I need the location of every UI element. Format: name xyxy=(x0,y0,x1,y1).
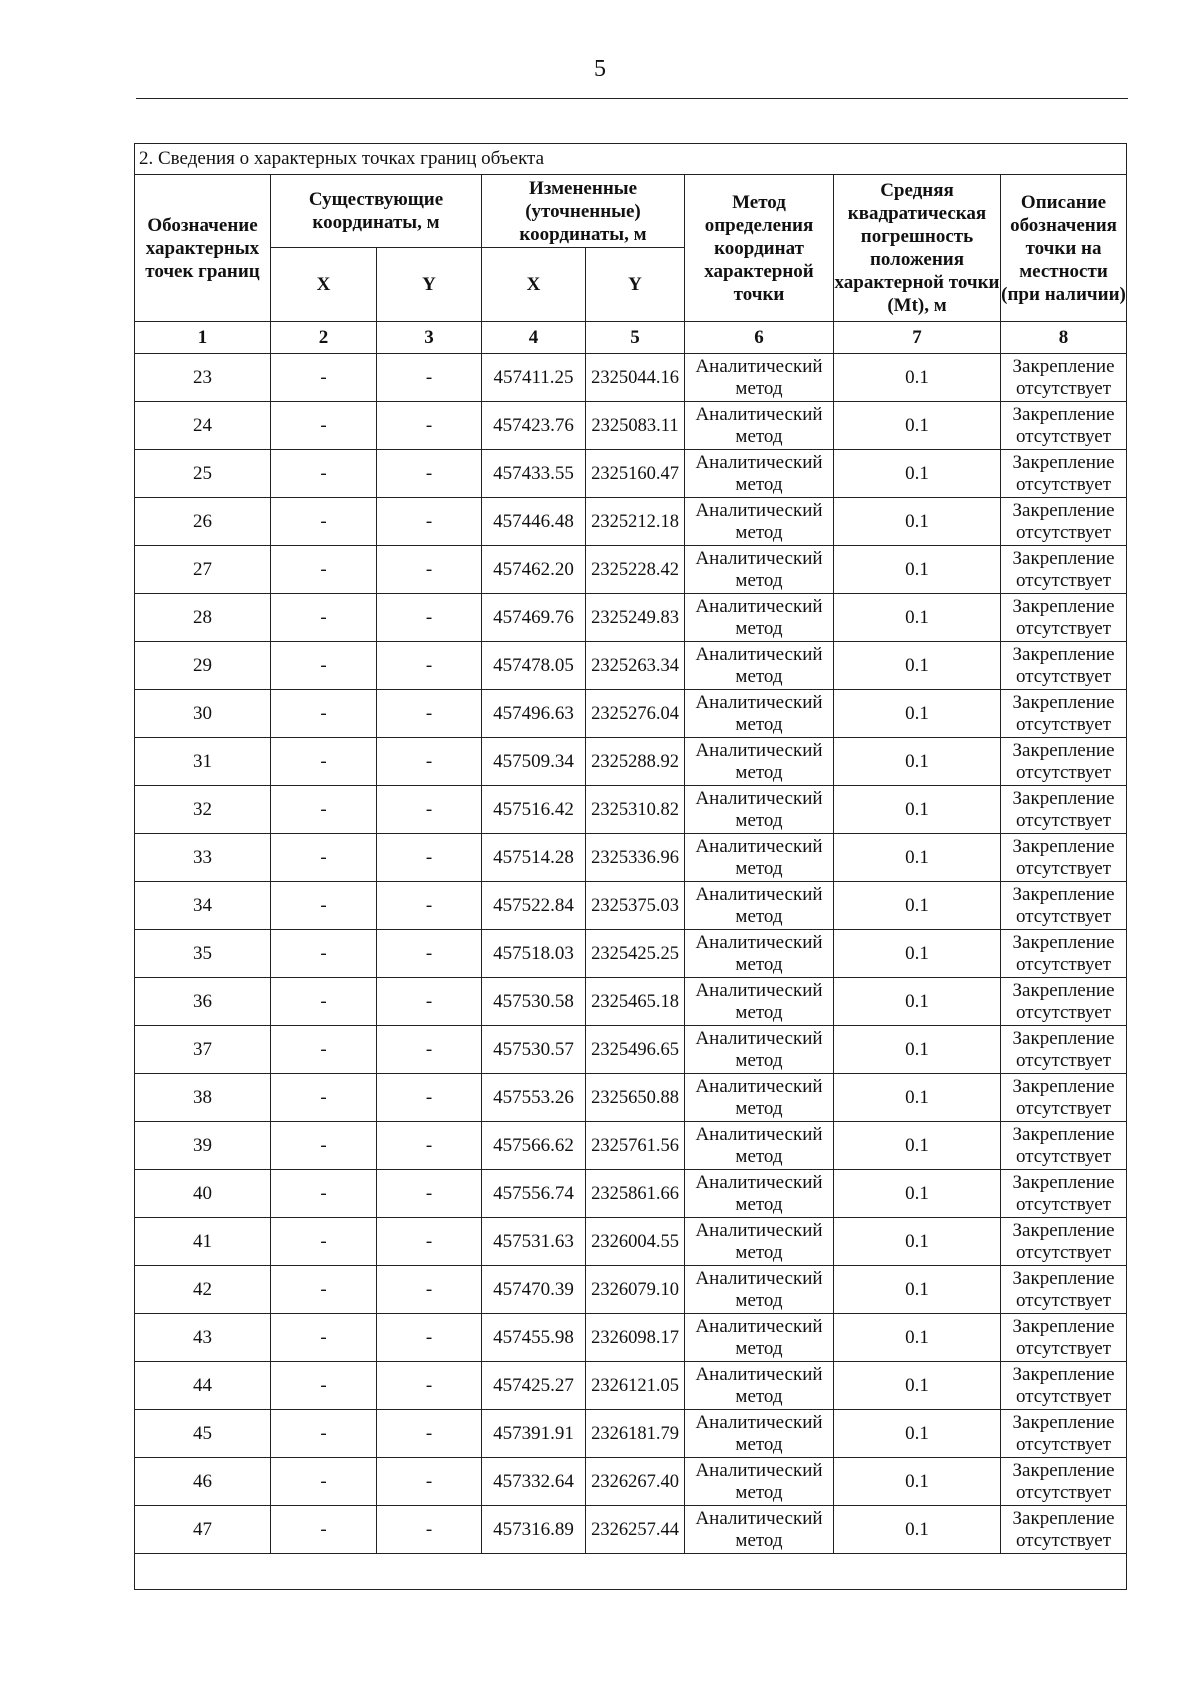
x-cell: 457332.64 xyxy=(482,1458,586,1506)
point-cell: 32 xyxy=(135,786,271,834)
desc-cell: Закрепление отсутствует xyxy=(1001,1506,1127,1554)
column-number: 1 xyxy=(135,322,271,354)
desc-cell: Закрепление отсутствует xyxy=(1001,1026,1127,1074)
desc-cell: Закрепление отсутствует xyxy=(1001,450,1127,498)
mt-cell: 0.1 xyxy=(834,354,1001,402)
table-row xyxy=(135,1506,1127,1554)
desc-cell: Закрепление отсутствует xyxy=(1001,1362,1127,1410)
y-cell: 2325228.42 xyxy=(586,546,685,594)
mt-cell: 0.1 xyxy=(834,1074,1001,1122)
table-row xyxy=(135,594,1127,642)
empty-footer-row xyxy=(135,1554,1127,1590)
x-cell: 457462.20 xyxy=(482,546,586,594)
y-cell: 2325083.11 xyxy=(586,402,685,450)
existing-x-cell: - xyxy=(271,738,377,786)
x-cell: 457391.91 xyxy=(482,1410,586,1458)
existing-y-cell: - xyxy=(377,1458,482,1506)
point-cell: 46 xyxy=(135,1458,271,1506)
point-cell: 37 xyxy=(135,1026,271,1074)
point-cell: 26 xyxy=(135,498,271,546)
table-row xyxy=(135,1458,1127,1506)
existing-x-cell: - xyxy=(271,642,377,690)
desc-cell: Закрепление отсутствует xyxy=(1001,1410,1127,1458)
table-row xyxy=(135,1410,1127,1458)
y-cell: 2326004.55 xyxy=(586,1218,685,1266)
existing-y-cell: - xyxy=(377,1362,482,1410)
column-number-row xyxy=(135,322,1127,354)
header-existing: Существующие координаты, м xyxy=(271,175,482,248)
column-number: 4 xyxy=(482,322,586,354)
header-existing-x: X xyxy=(271,248,377,322)
column-number: 5 xyxy=(586,322,685,354)
method-cell: Аналитический метод xyxy=(685,354,834,402)
table-row xyxy=(135,786,1127,834)
existing-x-cell: - xyxy=(271,594,377,642)
existing-x-cell: - xyxy=(271,498,377,546)
existing-x-cell: - xyxy=(271,450,377,498)
desc-cell: Закрепление отсутствует xyxy=(1001,1170,1127,1218)
table-row xyxy=(135,1170,1127,1218)
method-cell: Аналитический метод xyxy=(685,978,834,1026)
desc-cell: Закрепление отсутствует xyxy=(1001,546,1127,594)
mt-cell: 0.1 xyxy=(834,738,1001,786)
header-existing-y: Y xyxy=(377,248,482,322)
desc-cell: Закрепление отсутствует xyxy=(1001,786,1127,834)
method-cell: Аналитический метод xyxy=(685,1506,834,1554)
existing-y-cell: - xyxy=(377,594,482,642)
point-cell: 34 xyxy=(135,882,271,930)
y-cell: 2325761.56 xyxy=(586,1122,685,1170)
existing-y-cell: - xyxy=(377,402,482,450)
existing-x-cell: - xyxy=(271,1074,377,1122)
point-cell: 47 xyxy=(135,1506,271,1554)
y-cell: 2325276.04 xyxy=(586,690,685,738)
mt-cell: 0.1 xyxy=(834,1026,1001,1074)
point-cell: 30 xyxy=(135,690,271,738)
desc-cell: Закрепление отсутствует xyxy=(1001,930,1127,978)
header-rule xyxy=(136,98,1128,99)
mt-cell: 0.1 xyxy=(834,594,1001,642)
mt-cell: 0.1 xyxy=(834,498,1001,546)
y-cell: 2325288.92 xyxy=(586,738,685,786)
desc-cell: Закрепление отсутствует xyxy=(1001,642,1127,690)
existing-y-cell: - xyxy=(377,834,482,882)
y-cell: 2325263.34 xyxy=(586,642,685,690)
table-row xyxy=(135,978,1127,1026)
y-cell: 2325160.47 xyxy=(586,450,685,498)
method-cell: Аналитический метод xyxy=(685,1410,834,1458)
table-row xyxy=(135,354,1127,402)
point-cell: 39 xyxy=(135,1122,271,1170)
existing-x-cell: - xyxy=(271,1170,377,1218)
point-cell: 23 xyxy=(135,354,271,402)
mt-cell: 0.1 xyxy=(834,690,1001,738)
point-cell: 25 xyxy=(135,450,271,498)
header-error: Средняя квадратическая погрешность положения характерной точки (Mt), м xyxy=(834,175,1001,322)
y-cell: 2325650.88 xyxy=(586,1074,685,1122)
existing-y-cell: - xyxy=(377,978,482,1026)
table-row xyxy=(135,402,1127,450)
existing-x-cell: - xyxy=(271,1314,377,1362)
mt-cell: 0.1 xyxy=(834,1410,1001,1458)
existing-y-cell: - xyxy=(377,1074,482,1122)
desc-cell: Закрепление отсутствует xyxy=(1001,1218,1127,1266)
x-cell: 457316.89 xyxy=(482,1506,586,1554)
existing-x-cell: - xyxy=(271,1410,377,1458)
mt-cell: 0.1 xyxy=(834,1122,1001,1170)
y-cell: 2326121.05 xyxy=(586,1362,685,1410)
table-row xyxy=(135,1362,1127,1410)
y-cell: 2325375.03 xyxy=(586,882,685,930)
existing-y-cell: - xyxy=(377,1218,482,1266)
x-cell: 457566.62 xyxy=(482,1122,586,1170)
y-cell: 2325044.16 xyxy=(586,354,685,402)
x-cell: 457411.25 xyxy=(482,354,586,402)
existing-y-cell: - xyxy=(377,1026,482,1074)
point-cell: 42 xyxy=(135,1266,271,1314)
point-cell: 33 xyxy=(135,834,271,882)
mt-cell: 0.1 xyxy=(834,642,1001,690)
point-cell: 27 xyxy=(135,546,271,594)
existing-x-cell: - xyxy=(271,546,377,594)
x-cell: 457553.26 xyxy=(482,1074,586,1122)
section-title: 2. Сведения о характерных точках границ объекта xyxy=(135,144,1127,175)
table-row xyxy=(135,1122,1127,1170)
mt-cell: 0.1 xyxy=(834,882,1001,930)
x-cell: 457530.57 xyxy=(482,1026,586,1074)
method-cell: Аналитический метод xyxy=(685,498,834,546)
method-cell: Аналитический метод xyxy=(685,738,834,786)
desc-cell: Закрепление отсутствует xyxy=(1001,1458,1127,1506)
table-row xyxy=(135,834,1127,882)
desc-cell: Закрепление отсутствует xyxy=(1001,1122,1127,1170)
mt-cell: 0.1 xyxy=(834,546,1001,594)
existing-x-cell: - xyxy=(271,690,377,738)
method-cell: Аналитический метод xyxy=(685,642,834,690)
existing-x-cell: - xyxy=(271,1506,377,1554)
table-row xyxy=(135,1266,1127,1314)
y-cell: 2325425.25 xyxy=(586,930,685,978)
point-cell: 28 xyxy=(135,594,271,642)
x-cell: 457509.34 xyxy=(482,738,586,786)
existing-y-cell: - xyxy=(377,546,482,594)
x-cell: 457446.48 xyxy=(482,498,586,546)
mt-cell: 0.1 xyxy=(834,834,1001,882)
y-cell: 2326181.79 xyxy=(586,1410,685,1458)
method-cell: Аналитический метод xyxy=(685,402,834,450)
table-row xyxy=(135,450,1127,498)
method-cell: Аналитический метод xyxy=(685,834,834,882)
existing-y-cell: - xyxy=(377,738,482,786)
point-cell: 31 xyxy=(135,738,271,786)
table-row xyxy=(135,546,1127,594)
mt-cell: 0.1 xyxy=(834,930,1001,978)
existing-y-cell: - xyxy=(377,786,482,834)
header-method: Метод определения координат характерной точки xyxy=(685,175,834,322)
existing-y-cell: - xyxy=(377,1122,482,1170)
table-row xyxy=(135,930,1127,978)
desc-cell: Закрепление отсутствует xyxy=(1001,354,1127,402)
method-cell: Аналитический метод xyxy=(685,1218,834,1266)
existing-x-cell: - xyxy=(271,1458,377,1506)
table-row xyxy=(135,690,1127,738)
desc-cell: Закрепление отсутствует xyxy=(1001,834,1127,882)
point-cell: 36 xyxy=(135,978,271,1026)
existing-x-cell: - xyxy=(271,978,377,1026)
existing-y-cell: - xyxy=(377,1266,482,1314)
x-cell: 457455.98 xyxy=(482,1314,586,1362)
y-cell: 2325336.96 xyxy=(586,834,685,882)
y-cell: 2325249.83 xyxy=(586,594,685,642)
existing-x-cell: - xyxy=(271,882,377,930)
existing-y-cell: - xyxy=(377,882,482,930)
existing-x-cell: - xyxy=(271,1266,377,1314)
existing-y-cell: - xyxy=(377,1314,482,1362)
existing-y-cell: - xyxy=(377,1170,482,1218)
mt-cell: 0.1 xyxy=(834,978,1001,1026)
y-cell: 2325861.66 xyxy=(586,1170,685,1218)
method-cell: Аналитический метод xyxy=(685,1266,834,1314)
table-row xyxy=(135,1074,1127,1122)
y-cell: 2326267.40 xyxy=(586,1458,685,1506)
method-cell: Аналитический метод xyxy=(685,594,834,642)
x-cell: 457516.42 xyxy=(482,786,586,834)
y-cell: 2325496.65 xyxy=(586,1026,685,1074)
existing-x-cell: - xyxy=(271,1218,377,1266)
header-point: Обозначение характерных точек границ xyxy=(135,175,271,322)
existing-x-cell: - xyxy=(271,1362,377,1410)
x-cell: 457531.63 xyxy=(482,1218,586,1266)
point-cell: 45 xyxy=(135,1410,271,1458)
table-row xyxy=(135,1314,1127,1362)
column-number: 2 xyxy=(271,322,377,354)
header-changed-y: Y xyxy=(586,248,685,322)
y-cell: 2326098.17 xyxy=(586,1314,685,1362)
existing-x-cell: - xyxy=(271,402,377,450)
method-cell: Аналитический метод xyxy=(685,1362,834,1410)
point-cell: 24 xyxy=(135,402,271,450)
existing-y-cell: - xyxy=(377,450,482,498)
mt-cell: 0.1 xyxy=(834,1506,1001,1554)
mt-cell: 0.1 xyxy=(834,1266,1001,1314)
point-cell: 43 xyxy=(135,1314,271,1362)
table-row xyxy=(135,1026,1127,1074)
table-row xyxy=(135,642,1127,690)
existing-y-cell: - xyxy=(377,690,482,738)
desc-cell: Закрепление отсутствует xyxy=(1001,882,1127,930)
empty-cell xyxy=(135,1554,1127,1590)
x-cell: 457518.03 xyxy=(482,930,586,978)
mt-cell: 0.1 xyxy=(834,1218,1001,1266)
desc-cell: Закрепление отсутствует xyxy=(1001,402,1127,450)
y-cell: 2326079.10 xyxy=(586,1266,685,1314)
header-changed: Измененные (уточненные) координаты, м xyxy=(482,175,685,248)
existing-y-cell: - xyxy=(377,930,482,978)
existing-x-cell: - xyxy=(271,930,377,978)
column-number: 3 xyxy=(377,322,482,354)
desc-cell: Закрепление отсутствует xyxy=(1001,690,1127,738)
method-cell: Аналитический метод xyxy=(685,1170,834,1218)
method-cell: Аналитический метод xyxy=(685,786,834,834)
method-cell: Аналитический метод xyxy=(685,690,834,738)
mt-cell: 0.1 xyxy=(834,402,1001,450)
mt-cell: 0.1 xyxy=(834,450,1001,498)
table-row xyxy=(135,738,1127,786)
x-cell: 457470.39 xyxy=(482,1266,586,1314)
page-number: 5 xyxy=(594,56,606,82)
point-cell: 38 xyxy=(135,1074,271,1122)
header-changed-x: X xyxy=(482,248,586,322)
existing-y-cell: - xyxy=(377,354,482,402)
table-row xyxy=(135,498,1127,546)
y-cell: 2325465.18 xyxy=(586,978,685,1026)
mt-cell: 0.1 xyxy=(834,1362,1001,1410)
x-cell: 457469.76 xyxy=(482,594,586,642)
y-cell: 2325212.18 xyxy=(586,498,685,546)
existing-y-cell: - xyxy=(377,498,482,546)
header-desc: Описание обозначения точки на местности (при наличии) xyxy=(1001,175,1127,322)
existing-x-cell: - xyxy=(271,834,377,882)
mt-cell: 0.1 xyxy=(834,1170,1001,1218)
method-cell: Аналитический метод xyxy=(685,930,834,978)
mt-cell: 0.1 xyxy=(834,1458,1001,1506)
desc-cell: Закрепление отсутствует xyxy=(1001,1074,1127,1122)
x-cell: 457522.84 xyxy=(482,882,586,930)
desc-cell: Закрепление отсутствует xyxy=(1001,1266,1127,1314)
method-cell: Аналитический метод xyxy=(685,882,834,930)
desc-cell: Закрепление отсутствует xyxy=(1001,1314,1127,1362)
method-cell: Аналитический метод xyxy=(685,1074,834,1122)
point-cell: 41 xyxy=(135,1218,271,1266)
x-cell: 457478.05 xyxy=(482,642,586,690)
boundary-points-table xyxy=(134,143,1127,1590)
mt-cell: 0.1 xyxy=(834,1314,1001,1362)
existing-x-cell: - xyxy=(271,786,377,834)
method-cell: Аналитический метод xyxy=(685,546,834,594)
x-cell: 457530.58 xyxy=(482,978,586,1026)
method-cell: Аналитический метод xyxy=(685,1026,834,1074)
x-cell: 457423.76 xyxy=(482,402,586,450)
point-cell: 40 xyxy=(135,1170,271,1218)
existing-x-cell: - xyxy=(271,1122,377,1170)
existing-y-cell: - xyxy=(377,1506,482,1554)
column-number: 8 xyxy=(1001,322,1127,354)
desc-cell: Закрепление отсутствует xyxy=(1001,498,1127,546)
x-cell: 457433.55 xyxy=(482,450,586,498)
method-cell: Аналитический метод xyxy=(685,1122,834,1170)
y-cell: 2326257.44 xyxy=(586,1506,685,1554)
x-cell: 457425.27 xyxy=(482,1362,586,1410)
point-cell: 44 xyxy=(135,1362,271,1410)
desc-cell: Закрепление отсутствует xyxy=(1001,978,1127,1026)
y-cell: 2325310.82 xyxy=(586,786,685,834)
desc-cell: Закрепление отсутствует xyxy=(1001,738,1127,786)
desc-cell: Закрепление отсутствует xyxy=(1001,594,1127,642)
column-number: 7 xyxy=(834,322,1001,354)
table-row xyxy=(135,882,1127,930)
point-cell: 35 xyxy=(135,930,271,978)
table-row xyxy=(135,1218,1127,1266)
point-cell: 29 xyxy=(135,642,271,690)
existing-y-cell: - xyxy=(377,1410,482,1458)
existing-y-cell: - xyxy=(377,642,482,690)
x-cell: 457556.74 xyxy=(482,1170,586,1218)
existing-x-cell: - xyxy=(271,354,377,402)
x-cell: 457496.63 xyxy=(482,690,586,738)
x-cell: 457514.28 xyxy=(482,834,586,882)
method-cell: Аналитический метод xyxy=(685,1458,834,1506)
existing-x-cell: - xyxy=(271,1026,377,1074)
mt-cell: 0.1 xyxy=(834,786,1001,834)
method-cell: Аналитический метод xyxy=(685,1314,834,1362)
method-cell: Аналитический метод xyxy=(685,450,834,498)
column-number: 6 xyxy=(685,322,834,354)
